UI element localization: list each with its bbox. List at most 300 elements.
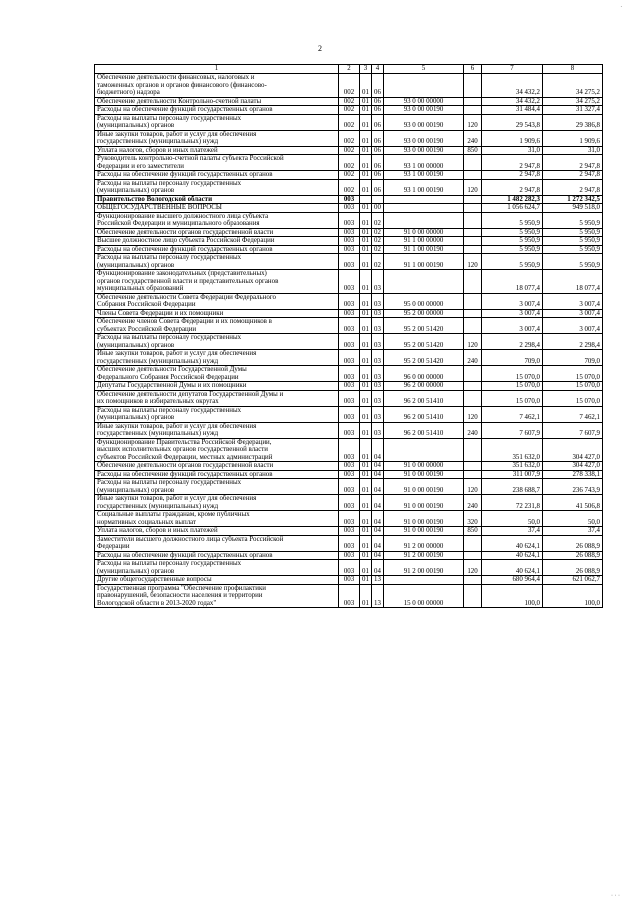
- ministry-code: [339, 560, 360, 576]
- amount-year-2: [543, 560, 603, 576]
- subsection-code-text: 13: [374, 599, 381, 607]
- budget-item-name: [95, 576, 339, 585]
- subsection-code-text: 04: [374, 502, 381, 510]
- subsection-code: [372, 97, 384, 106]
- ministry-code-text: 003: [343, 301, 355, 308]
- target-article-code: [384, 179, 464, 195]
- amount-year-1-text: 311 007,9: [512, 470, 540, 478]
- target-article-code-text: 96 2 00 51410: [403, 414, 444, 421]
- budget-item-name-text: Обеспечение деятельности депутатов Государственной Думы и их помощников в избирательных округах: [97, 390, 284, 405]
- section-code: [360, 382, 372, 391]
- budget-item-name: [95, 237, 339, 246]
- section-code: [360, 171, 372, 180]
- section-code: [360, 293, 372, 309]
- amount-year-2-text: 2 947,8: [579, 171, 600, 178]
- section-code-text: 01: [362, 187, 369, 194]
- expense-type-code: [464, 97, 482, 106]
- ministry-code: [339, 406, 360, 422]
- target-article-code-text: 93 0 00 00190: [403, 146, 444, 154]
- section-code: [360, 204, 372, 213]
- amount-year-2-text: 18 077,4: [575, 285, 600, 292]
- section-code: [360, 155, 372, 171]
- subsection-code: [372, 584, 384, 608]
- expense-type-code: [464, 350, 482, 366]
- subsection-code: [372, 470, 384, 479]
- amount-year-1-text: 3 007,4: [519, 309, 540, 317]
- ministry-code: [339, 114, 360, 130]
- budget-item-name: [95, 350, 339, 366]
- ministry-code: [339, 97, 360, 106]
- ministry-code: [339, 318, 360, 334]
- section-code-text: 01: [362, 567, 369, 575]
- amount-year-2: [543, 155, 603, 171]
- section-code-text: 01: [362, 138, 369, 145]
- amount-year-1-text: 50,0: [527, 518, 540, 526]
- amount-year-1: [482, 584, 543, 608]
- section-code: [360, 551, 372, 560]
- section-code: [360, 106, 372, 115]
- ministry-code: [339, 130, 360, 146]
- expense-type-code: [464, 584, 482, 608]
- amount-year-2-text: 5 950,9: [579, 237, 600, 244]
- amount-year-1-text: 5 950,9: [519, 261, 540, 269]
- target-article-code-text: 93 0 00 00190: [403, 138, 444, 145]
- budget-item-name-text: Расходы на выплаты персоналу государственных (муниципальных) органов: [97, 479, 242, 494]
- expense-type-code: [464, 270, 482, 294]
- budget-item-name-text: Другие общегосударственные вопросы: [97, 576, 212, 583]
- table-row: [95, 74, 603, 98]
- subsection-code: [372, 146, 384, 155]
- amount-year-1-text: 5 950,9: [519, 220, 540, 227]
- subsection-code-text: 04: [374, 551, 381, 559]
- table-row: [95, 560, 603, 576]
- target-article-code: [384, 130, 464, 146]
- header-cell: 5: [384, 65, 464, 74]
- amount-year-1: [482, 171, 543, 180]
- target-article-code: [384, 511, 464, 527]
- target-article-code: [384, 551, 464, 560]
- subsection-code-text: 06: [374, 138, 381, 145]
- section-code-text: 01: [362, 162, 369, 170]
- budget-item-name: [95, 228, 339, 237]
- amount-year-1-text: 15 070,0: [515, 373, 540, 381]
- subsection-code: [372, 576, 384, 585]
- amount-year-2: [543, 584, 603, 608]
- table-row: [95, 390, 603, 406]
- amount-year-1-text: 7 607,9: [519, 430, 540, 437]
- target-article-code-text: 95 2 00 51420: [403, 341, 444, 349]
- subsection-code-text: 03: [374, 414, 381, 421]
- expense-type-code-text: 120: [467, 414, 478, 421]
- subsection-code-text: 06: [374, 97, 381, 105]
- target-article-code: [384, 334, 464, 350]
- subsection-code-text: 04: [374, 486, 381, 494]
- amount-year-2: [543, 106, 603, 115]
- section-code-text: 01: [362, 341, 369, 349]
- ministry-code-text: 003: [343, 462, 355, 469]
- ministry-code-text: 002: [343, 106, 355, 113]
- ministry-code-text: 002: [343, 146, 355, 154]
- expense-type-code: [464, 390, 482, 406]
- budget-item-name: [95, 495, 339, 511]
- budget-item-name-text: Расходы на обеспечение функций государственных органов: [97, 551, 273, 559]
- budget-item-name: [95, 309, 339, 318]
- budget-item-name-text: Расходы на выплаты персоналу государственных (муниципальных) органов: [97, 254, 242, 269]
- table-row: [95, 212, 603, 228]
- target-article-code-text: 91 0 00 00000: [403, 228, 444, 236]
- section-code: [360, 495, 372, 511]
- amount-year-1-text: 40 624,1: [515, 543, 540, 550]
- budget-item-name-text: Расходы на выплаты персоналу государственных (муниципальных) органов: [97, 334, 242, 349]
- ministry-code: [339, 171, 360, 180]
- amount-year-1: [482, 237, 543, 246]
- ministry-code-text: 003: [343, 341, 355, 349]
- target-article-code-text: 91 0 00 00190: [403, 470, 444, 478]
- target-article-code: [384, 228, 464, 237]
- section-code-text: 01: [362, 171, 369, 178]
- budget-item-name-text: Уплата налогов, сборов и иных платежей: [97, 146, 218, 154]
- section-code-text: 01: [362, 576, 369, 583]
- target-article-code: [384, 254, 464, 270]
- ministry-code: [339, 245, 360, 254]
- table-row: [95, 204, 603, 213]
- section-code-text: 01: [362, 470, 369, 478]
- amount-year-1: [482, 470, 543, 479]
- amount-year-2: [543, 171, 603, 180]
- ministry-code: [339, 584, 360, 608]
- section-code-text: 01: [362, 237, 369, 244]
- target-article-code: [384, 462, 464, 471]
- expense-type-code: [464, 228, 482, 237]
- table-row: [95, 130, 603, 146]
- ministry-code: [339, 212, 360, 228]
- amount-year-2: [543, 114, 603, 130]
- amount-year-2: [543, 293, 603, 309]
- subsection-code-text: 06: [374, 106, 381, 113]
- amount-year-1: [482, 334, 543, 350]
- amount-year-2: [543, 382, 603, 391]
- budget-item-name-text: Иные закупки товаров, работ и услуг для обеспечения государственных (муниципальных) нужд: [97, 350, 257, 365]
- budget-item-name-text: Функционирование Правительства Российской Федерации, высших исполнительных органов государственной власти субъектов Российской Федерации, местных администраций: [97, 438, 273, 461]
- budget-item-name: [95, 114, 339, 130]
- ministry-code: [339, 334, 360, 350]
- expense-type-code: [464, 511, 482, 527]
- section-code: [360, 74, 372, 98]
- expense-type-code: [464, 479, 482, 495]
- subsection-code-text: 04: [374, 462, 381, 469]
- amount-year-2-text: 100,0: [584, 599, 600, 607]
- subsection-code: [372, 270, 384, 294]
- amount-year-2-text: 2 298,4: [579, 341, 600, 349]
- ministry-code-text: 002: [343, 162, 355, 170]
- section-code: [360, 212, 372, 228]
- header-cell: 4: [372, 65, 384, 74]
- target-article-code: [384, 584, 464, 608]
- ministry-code-text: 003: [343, 195, 355, 203]
- budget-item-name-text: Иные закупки товаров, работ и услуг для обеспечения государственных (муниципальных) нужд: [97, 130, 257, 145]
- section-code: [360, 254, 372, 270]
- table-row: [95, 146, 603, 155]
- section-code: [360, 406, 372, 422]
- ministry-code: [339, 228, 360, 237]
- section-code-text: 01: [362, 220, 369, 227]
- expense-type-code: [464, 179, 482, 195]
- expense-type-code: [464, 254, 482, 270]
- subsection-code-text: 03: [374, 373, 381, 381]
- target-article-code-text: 91 0 00 00190: [403, 518, 444, 526]
- target-article-code-text: 95 2 00 00000: [403, 309, 444, 317]
- amount-year-1-text: 31,0: [527, 146, 540, 154]
- amount-year-2-text: 709,0: [584, 357, 600, 365]
- budget-item-name: [95, 270, 339, 294]
- table-row: [95, 470, 603, 479]
- amount-year-2: [543, 228, 603, 237]
- expense-type-code: [464, 146, 482, 155]
- target-article-code: [384, 74, 464, 98]
- section-code-text: 01: [362, 325, 369, 333]
- amount-year-2-text: 5 950,9: [579, 228, 600, 236]
- target-article-code-text: 91 1 00 00000: [403, 237, 444, 244]
- target-article-code-text: 96 0 00 00000: [403, 373, 444, 381]
- amount-year-2-text: 5 950,9: [579, 261, 600, 269]
- table-row: [95, 237, 603, 246]
- subsection-code: [372, 390, 384, 406]
- subsection-code-text: 03: [374, 309, 381, 317]
- section-code-text: 01: [362, 518, 369, 526]
- amount-year-2: [543, 334, 603, 350]
- budget-item-name-text: Обеспечение членов Совета Федерации и их помощников в субъектах Российской Федерации: [97, 318, 272, 333]
- target-article-code-text: 15 0 00 00000: [403, 599, 444, 607]
- ministry-code-text: 003: [343, 518, 355, 526]
- ministry-code-text: 003: [343, 237, 355, 244]
- amount-year-2-text: 34 275,2: [575, 97, 600, 105]
- expense-type-code: [464, 195, 482, 204]
- section-code-text: 01: [362, 398, 369, 405]
- section-code: [360, 245, 372, 254]
- subsection-code: [372, 106, 384, 115]
- amount-year-2-text: 278 338,1: [572, 470, 600, 478]
- amount-year-1: [482, 495, 543, 511]
- expense-type-code: [464, 576, 482, 585]
- table-row: [95, 228, 603, 237]
- amount-year-2: [543, 245, 603, 254]
- amount-year-1-text: 72 231,8: [515, 502, 540, 510]
- ministry-code-text: 003: [343, 576, 355, 583]
- amount-year-2-text: 621 062,7: [572, 576, 600, 583]
- expense-type-code: [464, 551, 482, 560]
- ministry-code-text: 003: [343, 470, 355, 478]
- amount-year-2: [543, 309, 603, 318]
- ministry-code: [339, 179, 360, 195]
- ministry-code-text: 002: [343, 97, 355, 105]
- subsection-code-text: 06: [374, 146, 381, 154]
- corner-mark: .: [620, 3, 622, 9]
- amount-year-1-text: 3 007,4: [519, 301, 540, 308]
- section-code: [360, 270, 372, 294]
- target-article-code: [384, 318, 464, 334]
- expense-type-code: [464, 406, 482, 422]
- subsection-code-text: 02: [374, 245, 381, 253]
- expense-type-code-text: 850: [467, 527, 478, 534]
- amount-year-2: [543, 576, 603, 585]
- target-article-code: [384, 406, 464, 422]
- section-code-text: 01: [362, 122, 369, 129]
- table-row: [95, 438, 603, 462]
- header-cell: 1: [95, 65, 339, 74]
- budget-item-name-text: Функционирование высшего должностного лица субъекта Российской Федерации и муниципального образования: [97, 212, 269, 227]
- table-row: [95, 495, 603, 511]
- amount-year-2: [543, 390, 603, 406]
- expense-type-code-text: 320: [467, 518, 478, 526]
- amount-year-2-text: 29 386,8: [575, 122, 600, 129]
- target-article-code-text: 93 1 00 00190: [403, 187, 444, 194]
- amount-year-1: [482, 390, 543, 406]
- ministry-code: [339, 254, 360, 270]
- target-article-code: [384, 382, 464, 391]
- subsection-code-text: 03: [374, 430, 381, 437]
- expense-type-code: [464, 334, 482, 350]
- section-code-text: 01: [362, 414, 369, 421]
- target-article-code: [384, 245, 464, 254]
- subsection-code: [372, 406, 384, 422]
- budget-table: [94, 64, 603, 608]
- amount-year-1: [482, 318, 543, 334]
- amount-year-1: [482, 155, 543, 171]
- ministry-code: [339, 350, 360, 366]
- section-code-text: 01: [362, 97, 369, 105]
- subsection-code-text: 03: [374, 301, 381, 308]
- budget-item-name: [95, 171, 339, 180]
- budget-item-name: [95, 130, 339, 146]
- budget-item-name: [95, 584, 339, 608]
- budget-item-name: [95, 511, 339, 527]
- expense-type-code: [464, 309, 482, 318]
- ministry-code: [339, 237, 360, 246]
- ministry-code: [339, 195, 360, 204]
- amount-year-1-text: 15 070,0: [515, 382, 540, 389]
- expense-type-code: [464, 212, 482, 228]
- budget-item-name: [95, 551, 339, 560]
- section-code: [360, 334, 372, 350]
- section-code: [360, 479, 372, 495]
- target-article-code-text: 96 2 00 51410: [403, 398, 444, 405]
- target-article-code-text: 95 0 00 00000: [403, 301, 444, 308]
- subsection-code-text: 04: [374, 453, 381, 461]
- section-code-text: 01: [362, 373, 369, 381]
- amount-year-1-text: 2 298,4: [519, 341, 540, 349]
- table-header-row: [95, 65, 603, 74]
- table-row: [95, 511, 603, 527]
- budget-item-name-text: Обеспечение деятельности Контрольно-счетной палаты: [97, 97, 262, 105]
- subsection-code: [372, 422, 384, 438]
- section-code: [360, 560, 372, 576]
- section-code: [360, 228, 372, 237]
- subsection-code: [372, 551, 384, 560]
- ministry-code-text: 003: [343, 398, 355, 405]
- subsection-code-text: 04: [374, 527, 381, 534]
- amount-year-2: [543, 195, 603, 204]
- amount-year-2: [543, 97, 603, 106]
- expense-type-code: [464, 245, 482, 254]
- amount-year-1: [482, 309, 543, 318]
- target-article-code: [384, 293, 464, 309]
- expense-type-code: [464, 114, 482, 130]
- target-article-code-text: 91 0 00 00190: [403, 486, 444, 494]
- budget-item-name: [95, 97, 339, 106]
- amount-year-1: [482, 422, 543, 438]
- amount-year-1-text: 5 950,9: [519, 245, 540, 253]
- target-article-code-text: 91 2 00 00190: [403, 551, 444, 559]
- section-code-text: 01: [362, 106, 369, 113]
- header-cell: 7: [482, 65, 543, 74]
- ministry-code-text: 002: [343, 122, 355, 129]
- target-article-code: [384, 212, 464, 228]
- subsection-code: [372, 114, 384, 130]
- budget-item-name: [95, 470, 339, 479]
- budget-item-name-text: Высшее должностное лицо субъекта Российской Федерации: [97, 237, 275, 244]
- subsection-code: [372, 228, 384, 237]
- amount-year-2: [543, 511, 603, 527]
- subsection-code-text: 04: [374, 470, 381, 478]
- expense-type-code-text: 240: [467, 138, 478, 145]
- amount-year-2: [543, 422, 603, 438]
- budget-item-name-text: Расходы на обеспечение функций государственных органов: [97, 245, 273, 253]
- budget-item-name-text: Расходы на обеспечение функций государственных органов: [97, 470, 273, 478]
- amount-year-2-text: 1 909,6: [579, 138, 600, 145]
- expense-type-code: [464, 438, 482, 462]
- section-code-text: 01: [362, 527, 369, 534]
- amount-year-2: [543, 74, 603, 98]
- section-code-text: 01: [362, 462, 369, 469]
- expense-type-code: [464, 293, 482, 309]
- amount-year-1: [482, 254, 543, 270]
- subsection-code: [372, 179, 384, 195]
- subsection-code: [372, 511, 384, 527]
- ministry-code: [339, 576, 360, 585]
- amount-year-1: [482, 551, 543, 560]
- expense-type-code: [464, 495, 482, 511]
- budget-item-name: [95, 195, 339, 204]
- subsection-code-text: 13: [374, 576, 381, 583]
- budget-item-name-text: Заместители высшего должностного лица субъекта Российской Федерации: [97, 535, 284, 550]
- target-article-code: [384, 479, 464, 495]
- table-row: [95, 195, 603, 204]
- amount-year-1-text: 100,0: [524, 599, 540, 607]
- expense-type-code-text: 240: [467, 502, 478, 510]
- target-article-code-text: 93 1 00 00000: [403, 162, 444, 170]
- table-row: [95, 382, 603, 391]
- expense-type-code: [464, 130, 482, 146]
- budget-item-name-text: Расходы на обеспечение функций государственных органов: [97, 171, 273, 178]
- amount-year-2-text: 2 947,8: [579, 162, 600, 170]
- section-code: [360, 97, 372, 106]
- ministry-code-text: 003: [343, 486, 355, 494]
- amount-year-1-text: 2 947,8: [519, 162, 540, 170]
- budget-item-name: [95, 204, 339, 213]
- target-article-code: [384, 576, 464, 585]
- amount-year-2-text: 26 088,9: [575, 567, 600, 575]
- section-code: [360, 470, 372, 479]
- amount-year-2: [543, 350, 603, 366]
- target-article-code-text: 91 0 00 00190: [403, 502, 444, 510]
- section-code-text: 01: [362, 146, 369, 154]
- section-code: [360, 146, 372, 155]
- amount-year-1-text: 2 947,8: [519, 171, 540, 178]
- amount-year-1: [482, 97, 543, 106]
- target-article-code: [384, 527, 464, 536]
- budget-item-name: [95, 366, 339, 382]
- amount-year-1: [482, 106, 543, 115]
